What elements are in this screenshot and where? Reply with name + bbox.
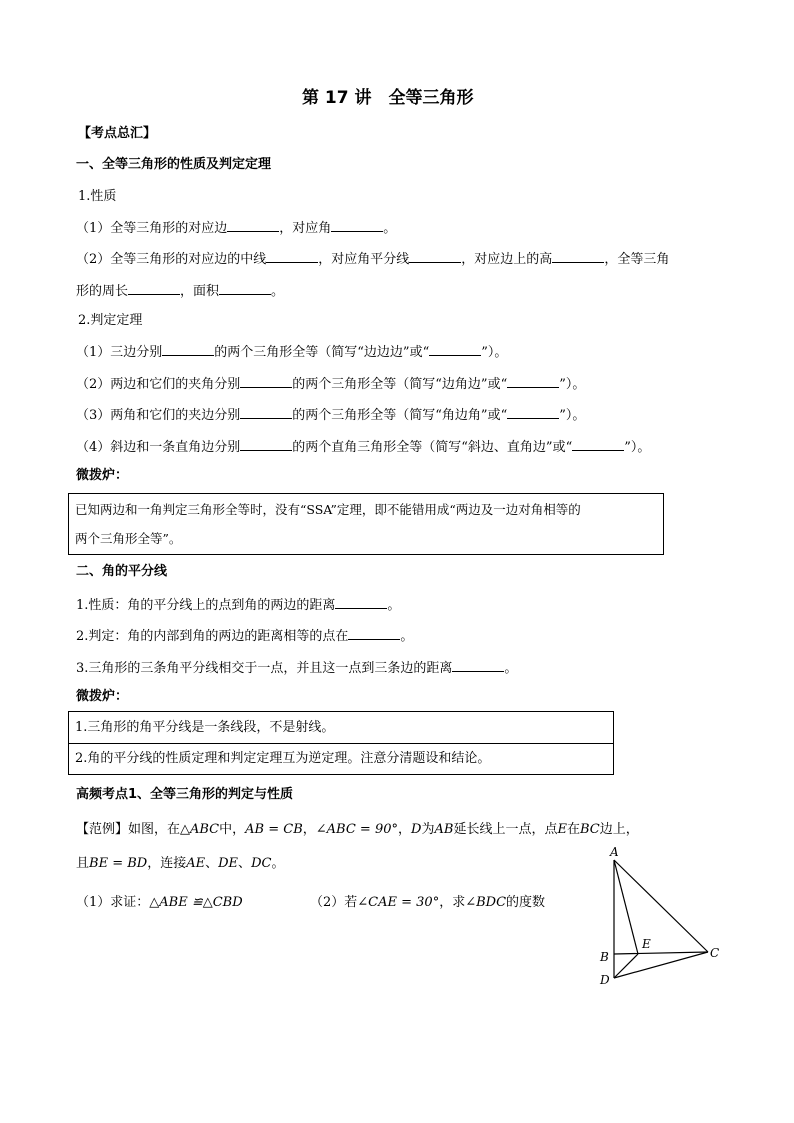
text: 的两个三角形全等（简写“边角边”或“ (292, 377, 508, 392)
text: ，连接 (147, 856, 187, 871)
fill-blank (572, 436, 624, 451)
math: BC (579, 822, 600, 837)
text: 边上， (599, 822, 639, 837)
label-D: D (600, 973, 610, 987)
math: AB (434, 822, 454, 837)
text: （1）全等三角形的对应边 (76, 221, 228, 236)
math: ∠BDC (465, 895, 507, 910)
fill-blank (452, 657, 504, 672)
text: 且 (76, 856, 90, 871)
question-2 (310, 893, 545, 913)
bisector-line-1 (76, 594, 400, 616)
math: BE = BD (89, 856, 148, 871)
text: 的两个三角形全等（简写“角边角”或“ (292, 408, 508, 423)
text: （1）三边分别 (76, 345, 163, 360)
math: DC (251, 856, 272, 871)
section2-heading: 二、角的平分线 (76, 564, 168, 579)
judge-line-3 (76, 404, 585, 426)
text: ， (398, 822, 412, 837)
text: 在 (566, 822, 580, 837)
property-line-1 (76, 217, 396, 239)
math: ABE ≌△CBD (159, 895, 243, 910)
fill-blank (348, 625, 400, 640)
tip2-row-divider (69, 743, 613, 744)
judge-line-1 (76, 341, 507, 363)
bisector-line-3 (76, 657, 517, 679)
tip1-line-1: 已知两边和一角判定三角形全等时，没有“SSA”定理，即不能错用成“两边及一边对角相等的 (75, 502, 581, 517)
fill-blank (409, 248, 461, 263)
fill-blank (429, 341, 481, 356)
label-B: B (600, 950, 609, 964)
fill-blank (162, 341, 214, 356)
text: ，对应角 (279, 221, 332, 236)
text: ，求 (439, 895, 466, 910)
text: 。 (383, 221, 397, 236)
math: E (557, 822, 567, 837)
text: ，全等三角 (604, 252, 670, 267)
text: （3）两角和它们的夹边分别 (76, 408, 241, 423)
tip2-table (68, 711, 614, 775)
fill-blank (507, 404, 559, 419)
text: 的度数 (506, 895, 546, 910)
text: ”）。 (559, 408, 586, 423)
judge-line-4 (76, 436, 650, 458)
text: 。 (271, 284, 285, 299)
segment-DC (614, 952, 708, 978)
summary-heading: 【考点总汇】 (78, 126, 157, 141)
section1-heading: 一、全等三角形的性质及判定定理 (76, 157, 272, 172)
property-line-2-cont (76, 280, 284, 302)
text: 1.性质：角的平分线上的点到角的两边的距离 (76, 598, 336, 613)
label-E: E (642, 937, 651, 951)
text: （1）求证：△ (76, 895, 160, 910)
example-line-1 (76, 820, 639, 840)
tip2-label: 微拨炉： (76, 689, 129, 704)
text: 。 (504, 661, 518, 676)
fill-blank (240, 436, 292, 451)
fill-blank (507, 373, 559, 388)
fill-blank (240, 373, 292, 388)
text: 的两个三角形全等（简写“边边边”或“ (214, 345, 430, 360)
math: ABC (190, 822, 220, 837)
text: 中， (219, 822, 246, 837)
text: 、 (238, 856, 252, 871)
tip1-line-2: 两个三角形全等”。 (75, 531, 182, 546)
math: ∠CAE = 30° (357, 895, 440, 910)
fill-blank (219, 280, 271, 295)
math: ∠ABC = 90° (315, 822, 399, 837)
judge-line-2 (76, 373, 585, 395)
fill-blank (240, 404, 292, 419)
text: 2.判定：角的内部到角的两边的距离相等的点在 (76, 629, 349, 644)
text: （2）全等三角形的对应边的中线 (76, 252, 267, 267)
text: 延长线上一点，点 (453, 822, 558, 837)
text: 。 (400, 629, 414, 644)
label-A: A (610, 845, 619, 859)
property-label: 1.性质 (78, 189, 117, 204)
text: 的两个直角三角形全等（简写“斜边、直角边”或“ (292, 440, 573, 455)
fill-blank (227, 217, 279, 232)
math: DE (218, 856, 239, 871)
question-1 (76, 893, 243, 913)
example-line-2 (76, 854, 284, 874)
text: 形的周长 (76, 284, 129, 299)
text: ”）。 (481, 345, 508, 360)
fill-blank (335, 594, 387, 609)
math: AB = CB (245, 822, 303, 837)
fill-blank (128, 280, 180, 295)
judge-label: 2.判定定理 (78, 313, 143, 328)
text: 3.三角形的三条角平分线相交于一点，并且这一点到三条边的距离 (76, 661, 453, 676)
text: ，面积 (180, 284, 220, 299)
text: 。 (387, 598, 401, 613)
label-C: C (710, 946, 720, 960)
text: （4）斜边和一条直角边分别 (76, 440, 241, 455)
math: AE (186, 856, 206, 871)
text: ”）。 (559, 377, 586, 392)
text: 【范例】如图，在△ (76, 822, 190, 837)
tip1-box (68, 493, 664, 555)
fill-blank (331, 217, 383, 232)
tip2-row-2: 2.角的平分线的性质定理和判定定理互为逆定理。注意分清题设和结论。 (75, 751, 491, 766)
text: 、 (205, 856, 219, 871)
page-title: 第 17 讲 全等三角形 (302, 88, 474, 108)
segment-AE (614, 860, 638, 954)
text: 为 (421, 822, 435, 837)
segment-BC (614, 952, 708, 954)
fill-blank (266, 248, 318, 263)
text: （2）若 (310, 895, 358, 910)
text: ， (302, 822, 316, 837)
tip1-label: 微拨炉： (76, 468, 129, 483)
text: （2）两边和它们的夹角分别 (76, 377, 241, 392)
text: ，对应角平分线 (318, 252, 410, 267)
text: 。 (271, 856, 285, 871)
segment-AC (614, 860, 708, 952)
math: D (411, 822, 422, 837)
triangle-figure (590, 842, 730, 992)
property-line-2 (76, 248, 669, 270)
tip2-row-1: 1.三角形的角平分线是一条线段，不是射线。 (75, 720, 335, 735)
text: ”）。 (624, 440, 651, 455)
text: ，对应边上的高 (461, 252, 553, 267)
fill-blank (552, 248, 604, 263)
section3-heading: 高频考点1、全等三角形的判定与性质 (76, 787, 294, 802)
bisector-line-2 (76, 625, 413, 647)
